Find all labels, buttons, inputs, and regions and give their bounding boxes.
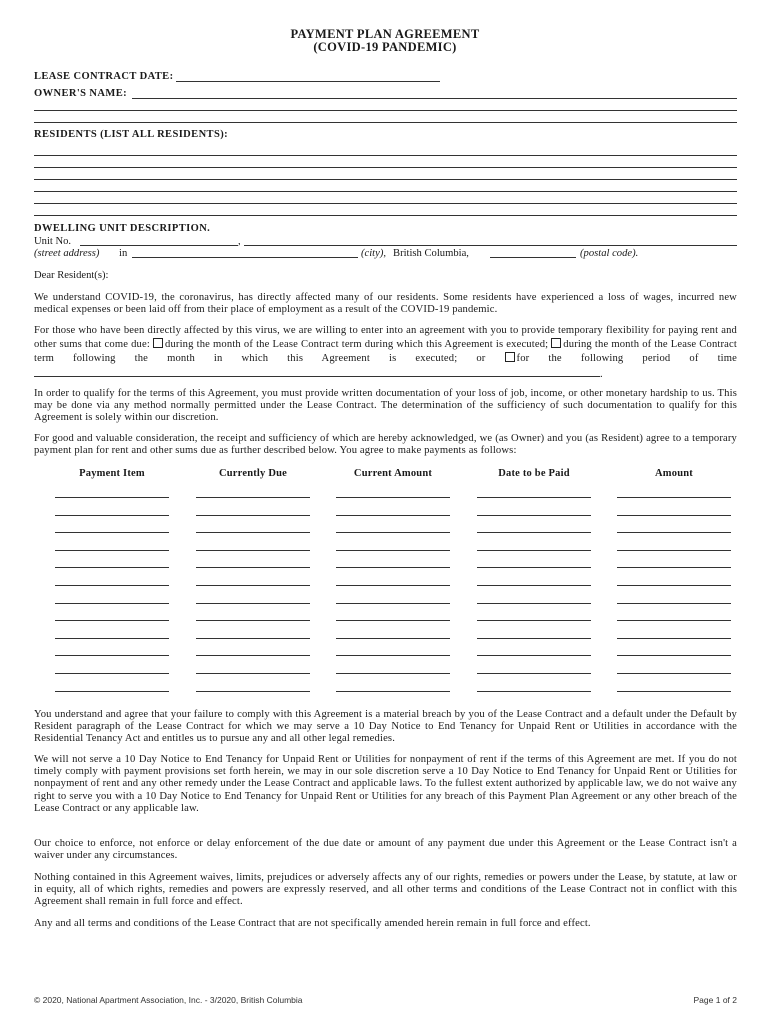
table-header-date-to-be-paid: Date to be Paid xyxy=(498,468,570,479)
street-address-field[interactable] xyxy=(244,245,737,246)
footer-copyright: © 2020, National Apartment Association, Inc. - 3/2020, British Columbia xyxy=(34,995,303,1005)
table-cell-amount[interactable] xyxy=(617,603,731,604)
checkbox-following-month[interactable] xyxy=(551,338,561,348)
document-title: PAYMENT PLAN AGREEMENT xyxy=(290,27,480,41)
table-cell-amount[interactable] xyxy=(617,673,731,674)
table-cell-amount[interactable] xyxy=(617,497,731,498)
lease-contract-date-field[interactable] xyxy=(176,81,440,82)
table-cell-date-to-be-paid[interactable] xyxy=(477,497,591,498)
owners-name-field-line-2[interactable] xyxy=(34,110,737,111)
table-cell-current-amount[interactable] xyxy=(336,673,450,674)
table-cell-currently-due[interactable] xyxy=(196,515,310,516)
residents-field-line-3[interactable] xyxy=(34,179,737,180)
table-cell-current-amount[interactable] xyxy=(336,603,450,604)
postal-code-caption: (postal code). xyxy=(580,248,639,259)
owners-name-field-line-3[interactable] xyxy=(34,122,737,123)
table-cell-currently-due[interactable] xyxy=(196,655,310,656)
paragraph-material-breach: You understand and agree that your failure to comply with this Agreement is a material breach by you of the Lease Contract and a default under the Default by Resident paragraph of the Lease Contract for which we may serve a 10 Day Notice to End Tenancy for Unpaid Rent or Utilities in accordance with the Residential Tenancy Act and entitles us to pursue any and all other legal remedies. xyxy=(34,709,737,745)
table-cell-current-amount[interactable] xyxy=(336,550,450,551)
option-custom-period-text: for the following period of time xyxy=(516,353,737,365)
paragraph-remaining-terms: Any and all terms and conditions of the Lease Contract that are not specifically amended herein remain in full force and effect. xyxy=(34,918,591,929)
table-cell-amount[interactable] xyxy=(617,655,731,656)
table-cell-date-to-be-paid[interactable] xyxy=(477,515,591,516)
paragraph-no-waiver: Our choice to enforce, not enforce or delay enforcement of the due date or amount of any payment due under this Agreement or the Lease Contract isn't a waiver under any circumstances. xyxy=(34,838,737,862)
table-cell-date-to-be-paid[interactable] xyxy=(477,567,591,568)
table-cell-amount[interactable] xyxy=(617,550,731,551)
table-header-payment-item: Payment Item xyxy=(79,468,145,479)
table-cell-current-amount[interactable] xyxy=(336,585,450,586)
province-text: British Columbia, xyxy=(393,248,469,259)
residents-field-line-1[interactable] xyxy=(34,155,737,156)
table-cell-date-to-be-paid[interactable] xyxy=(477,532,591,533)
table-cell-payment-item[interactable] xyxy=(55,497,169,498)
unit-comma: , xyxy=(238,236,241,247)
flexibility-end: . xyxy=(600,368,603,380)
table-header-amount: Amount xyxy=(655,468,693,479)
table-cell-payment-item[interactable] xyxy=(55,638,169,639)
unit-no-label: Unit No. xyxy=(34,236,72,247)
checkbox-current-month[interactable] xyxy=(153,338,163,348)
table-cell-date-to-be-paid[interactable] xyxy=(477,638,591,639)
in-word: in xyxy=(119,248,128,259)
table-cell-current-amount[interactable] xyxy=(336,532,450,533)
table-cell-amount[interactable] xyxy=(617,515,731,516)
table-cell-current-amount[interactable] xyxy=(336,655,450,656)
table-cell-current-amount[interactable] xyxy=(336,620,450,621)
table-cell-current-amount[interactable] xyxy=(336,691,450,692)
table-cell-current-amount[interactable] xyxy=(336,515,450,516)
table-cell-date-to-be-paid[interactable] xyxy=(477,673,591,674)
table-cell-current-amount[interactable] xyxy=(336,638,450,639)
table-cell-currently-due[interactable] xyxy=(196,550,310,551)
residents-field-line-5[interactable] xyxy=(34,203,737,204)
custom-period-field[interactable] xyxy=(34,367,600,377)
document-subtitle: (COVID-19 PANDEMIC) xyxy=(313,40,457,54)
table-cell-currently-due[interactable] xyxy=(196,603,310,604)
table-cell-payment-item[interactable] xyxy=(55,691,169,692)
checkbox-custom-period[interactable] xyxy=(505,352,515,362)
table-cell-amount[interactable] xyxy=(617,585,731,586)
residents-field-line-2[interactable] xyxy=(34,167,737,168)
dwelling-unit-label: DWELLING UNIT DESCRIPTION. xyxy=(34,223,211,234)
street-address-caption: (street address) xyxy=(34,248,100,259)
table-cell-payment-item[interactable] xyxy=(55,550,169,551)
owners-name-label: OWNER'S NAME: xyxy=(34,88,127,99)
paragraph-flexibility xyxy=(34,324,737,382)
residents-field-line-4[interactable] xyxy=(34,191,737,192)
paragraph-consideration: For good and valuable consideration, the receipt and sufficiency of which are hereby acknowledged, we (as Owner) and you (as Resident) agree to a temporary payment plan for rent and other sums due as further described below. You agree to make payments as follows: xyxy=(34,433,737,457)
paragraph-notice-to-end-tenancy: We will not serve a 10 Day Notice to End Tenancy for Unpaid Rent or Utilities for nonpayment of rent if the terms of this Agreement are met. If you do not timely comply with payment provisions set forth herein, we may in our sole discretion serve a 10 Day Notice to End Tenancy for Unpaid Rent or Utilities for nonpayment of rent and any other remedy under the Lease Contract and applicable laws. To the fullest extent authorized by applicable law, we do not waive any right to serve you with a 10 Day Notice to End Tenancy for Unpaid Rent or Utilities for any breach of this Payment Plan Agreement or any other breach of the Lease Contract or any applicable law. xyxy=(34,754,737,814)
paragraph-covid-impact: We understand COVID-19, the coronavirus, has directly affected many of our residents. Some residents have experienced a loss of wages, incurred new medical expenses or been laid off from their place of employment as a result of the COVID-19 pandemic. xyxy=(34,292,737,316)
table-header-current-amount: Current Amount xyxy=(353,468,433,479)
paragraph-qualification: In order to qualify for the terms of this Agreement, you must provide written documentation of your loss of job, income, or other monetary hardship to us. This may be done via any method normally permitted under the Lease Contract. The determination of the sufficiency of such documentation to qualify for this Agreement is solely within our discretion. xyxy=(34,388,737,424)
table-cell-currently-due[interactable] xyxy=(196,532,310,533)
city-caption: (city), xyxy=(361,248,386,259)
table-cell-payment-item[interactable] xyxy=(55,515,169,516)
table-cell-amount[interactable] xyxy=(617,567,731,568)
table-cell-amount[interactable] xyxy=(617,532,731,533)
owners-name-field[interactable] xyxy=(132,98,737,99)
table-cell-payment-item[interactable] xyxy=(55,532,169,533)
table-cell-payment-item[interactable] xyxy=(55,655,169,656)
table-header-currently-due: Currently Due xyxy=(218,468,288,479)
table-cell-date-to-be-paid[interactable] xyxy=(477,585,591,586)
residents-field-line-6[interactable] xyxy=(34,215,737,216)
option-current-month-text: during the month of the Lease Contract term during which this Agreement is executed; xyxy=(165,339,549,351)
table-cell-amount[interactable] xyxy=(617,638,731,639)
table-cell-payment-item[interactable] xyxy=(55,585,169,586)
table-cell-date-to-be-paid[interactable] xyxy=(477,603,591,604)
table-cell-currently-due[interactable] xyxy=(196,673,310,674)
table-cell-currently-due[interactable] xyxy=(196,638,310,639)
lease-contract-date-label: LEASE CONTRACT DATE: xyxy=(34,71,174,82)
table-cell-payment-item[interactable] xyxy=(55,673,169,674)
table-cell-date-to-be-paid[interactable] xyxy=(477,620,591,621)
table-cell-currently-due[interactable] xyxy=(196,497,310,498)
table-cell-date-to-be-paid[interactable] xyxy=(477,691,591,692)
flexibility-lead-text: For those who have been directly affected by this virus, we are willing to enter into an agreement with you to provide temporary flexibility for paying rent and other sums that come due: xyxy=(34,325,737,351)
table-cell-payment-item[interactable] xyxy=(55,603,169,604)
table-cell-date-to-be-paid[interactable] xyxy=(477,550,591,551)
table-cell-amount[interactable] xyxy=(617,620,731,621)
paragraph-rights-reserved: Nothing contained in this Agreement waives, limits, prejudices or adversely affects any of our rights, remedies or powers under the Lease, by statute, at law or in equity, all of which rights, remedies and powers are expressly reserved, and all other terms and conditions of the Lease Contract not in conflict with this Agreement shall remain in full force and effect. xyxy=(34,872,737,908)
postal-code-field[interactable] xyxy=(490,257,576,258)
table-cell-amount[interactable] xyxy=(617,691,731,692)
table-cell-payment-item[interactable] xyxy=(55,567,169,568)
unit-no-field[interactable] xyxy=(80,245,238,246)
salutation: Dear Resident(s): xyxy=(34,270,109,281)
table-cell-currently-due[interactable] xyxy=(196,567,310,568)
table-cell-currently-due[interactable] xyxy=(196,620,310,621)
city-field[interactable] xyxy=(132,257,358,258)
table-cell-current-amount[interactable] xyxy=(336,497,450,498)
table-cell-currently-due[interactable] xyxy=(196,691,310,692)
table-cell-currently-due[interactable] xyxy=(196,585,310,586)
table-cell-payment-item[interactable] xyxy=(55,620,169,621)
residents-label: RESIDENTS (LIST ALL RESIDENTS): xyxy=(34,129,228,140)
table-cell-current-amount[interactable] xyxy=(336,567,450,568)
option-following-month-text: during the month of the Lease Contract term following the month in which this Agreement is executed; or xyxy=(34,339,737,365)
footer-page-number: Page 1 of 2 xyxy=(693,995,737,1005)
table-cell-date-to-be-paid[interactable] xyxy=(477,655,591,656)
